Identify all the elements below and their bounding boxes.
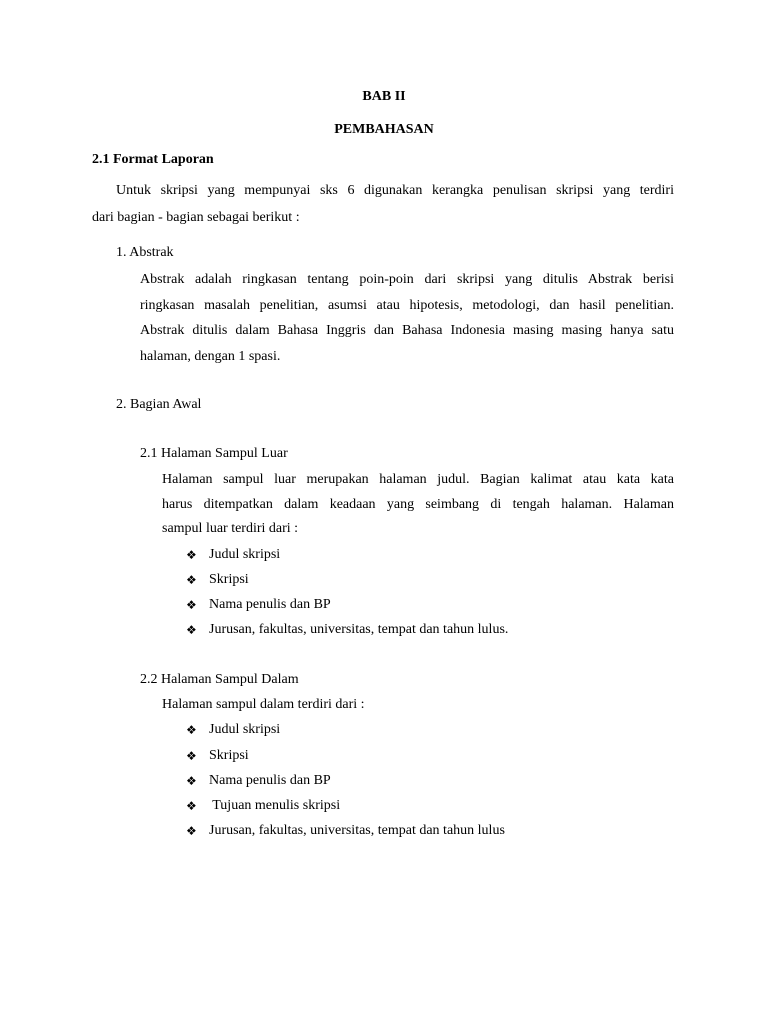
diamond-bullet-icon: ❖ bbox=[186, 548, 197, 562]
sampul-dalam-intro: Halaman sampul dalam terdiri dari : bbox=[162, 697, 365, 712]
sampul-luar-paragraph-line-3: sampul luar terdiri dari : bbox=[162, 521, 299, 536]
bullet-text: Skripsi bbox=[209, 748, 249, 763]
list-item-bagian-awal-label: 2. Bagian Awal bbox=[116, 397, 202, 412]
diamond-bullet-icon: ❖ bbox=[186, 723, 197, 737]
bullet-text: Nama penulis dan BP bbox=[209, 773, 331, 788]
chapter-title: PEMBAHASAN bbox=[334, 122, 434, 137]
bullet-text: Judul skripsi bbox=[209, 547, 281, 562]
chapter-label: BAB II bbox=[362, 89, 406, 104]
abstrak-paragraph-line-4: halaman, dengan 1 spasi. bbox=[140, 349, 281, 364]
bullet-text: Judul skripsi bbox=[209, 722, 281, 737]
intro-paragraph-line-1: Untuk skripsi yang mempunyai sks 6 digunakan kerangka penulisan skripsi yang terdiri bbox=[116, 183, 674, 198]
sampul-luar-paragraph-line-2: harus ditempatkan dalam keadaan yang seimbang di tengah halaman. Halaman bbox=[162, 497, 674, 512]
diamond-bullet-icon: ❖ bbox=[186, 598, 197, 612]
bullet-text: Jurusan, fakultas, universitas, tempat dan tahun lulus bbox=[209, 823, 505, 838]
list-item-abstrak-label: 1. Abstrak bbox=[116, 245, 174, 260]
diamond-bullet-icon: ❖ bbox=[186, 573, 197, 587]
abstrak-paragraph-line-3: Abstrak ditulis dalam Bahasa Inggris dan Bahasa Indonesia masing masing hanya satu bbox=[140, 323, 674, 338]
bullet-text: Tujuan menulis skripsi bbox=[209, 798, 341, 813]
subsection-title-sampul-dalam: 2.2 Halaman Sampul Dalam bbox=[140, 672, 299, 687]
abstrak-paragraph-line-1: Abstrak adalah ringkasan tentang poin-poin dari skripsi yang ditulis Abstrak berisi bbox=[140, 272, 674, 287]
section-title: 2.1 Format Laporan bbox=[92, 152, 214, 167]
diamond-bullet-icon: ❖ bbox=[186, 749, 197, 763]
sampul-luar-paragraph-line-1: Halaman sampul luar merupakan halaman judul. Bagian kalimat atau kata kata bbox=[162, 472, 674, 487]
diamond-bullet-icon: ❖ bbox=[186, 623, 197, 637]
intro-paragraph-line-2: dari bagian - bagian sebagai berikut : bbox=[92, 210, 300, 225]
bullet-text: Skripsi bbox=[209, 572, 249, 587]
bullet-text: Nama penulis dan BP bbox=[209, 597, 331, 612]
subsection-title-sampul-luar: 2.1 Halaman Sampul Luar bbox=[140, 446, 288, 461]
abstrak-paragraph-line-2: ringkasan masalah penelitian, asumsi atau hipotesis, metodologi, dan hasil penelitian. bbox=[140, 298, 674, 313]
diamond-bullet-icon: ❖ bbox=[186, 824, 197, 838]
diamond-bullet-icon: ❖ bbox=[186, 799, 197, 813]
bullet-text: Jurusan, fakultas, universitas, tempat dan tahun lulus. bbox=[209, 622, 509, 637]
diamond-bullet-icon: ❖ bbox=[186, 774, 197, 788]
